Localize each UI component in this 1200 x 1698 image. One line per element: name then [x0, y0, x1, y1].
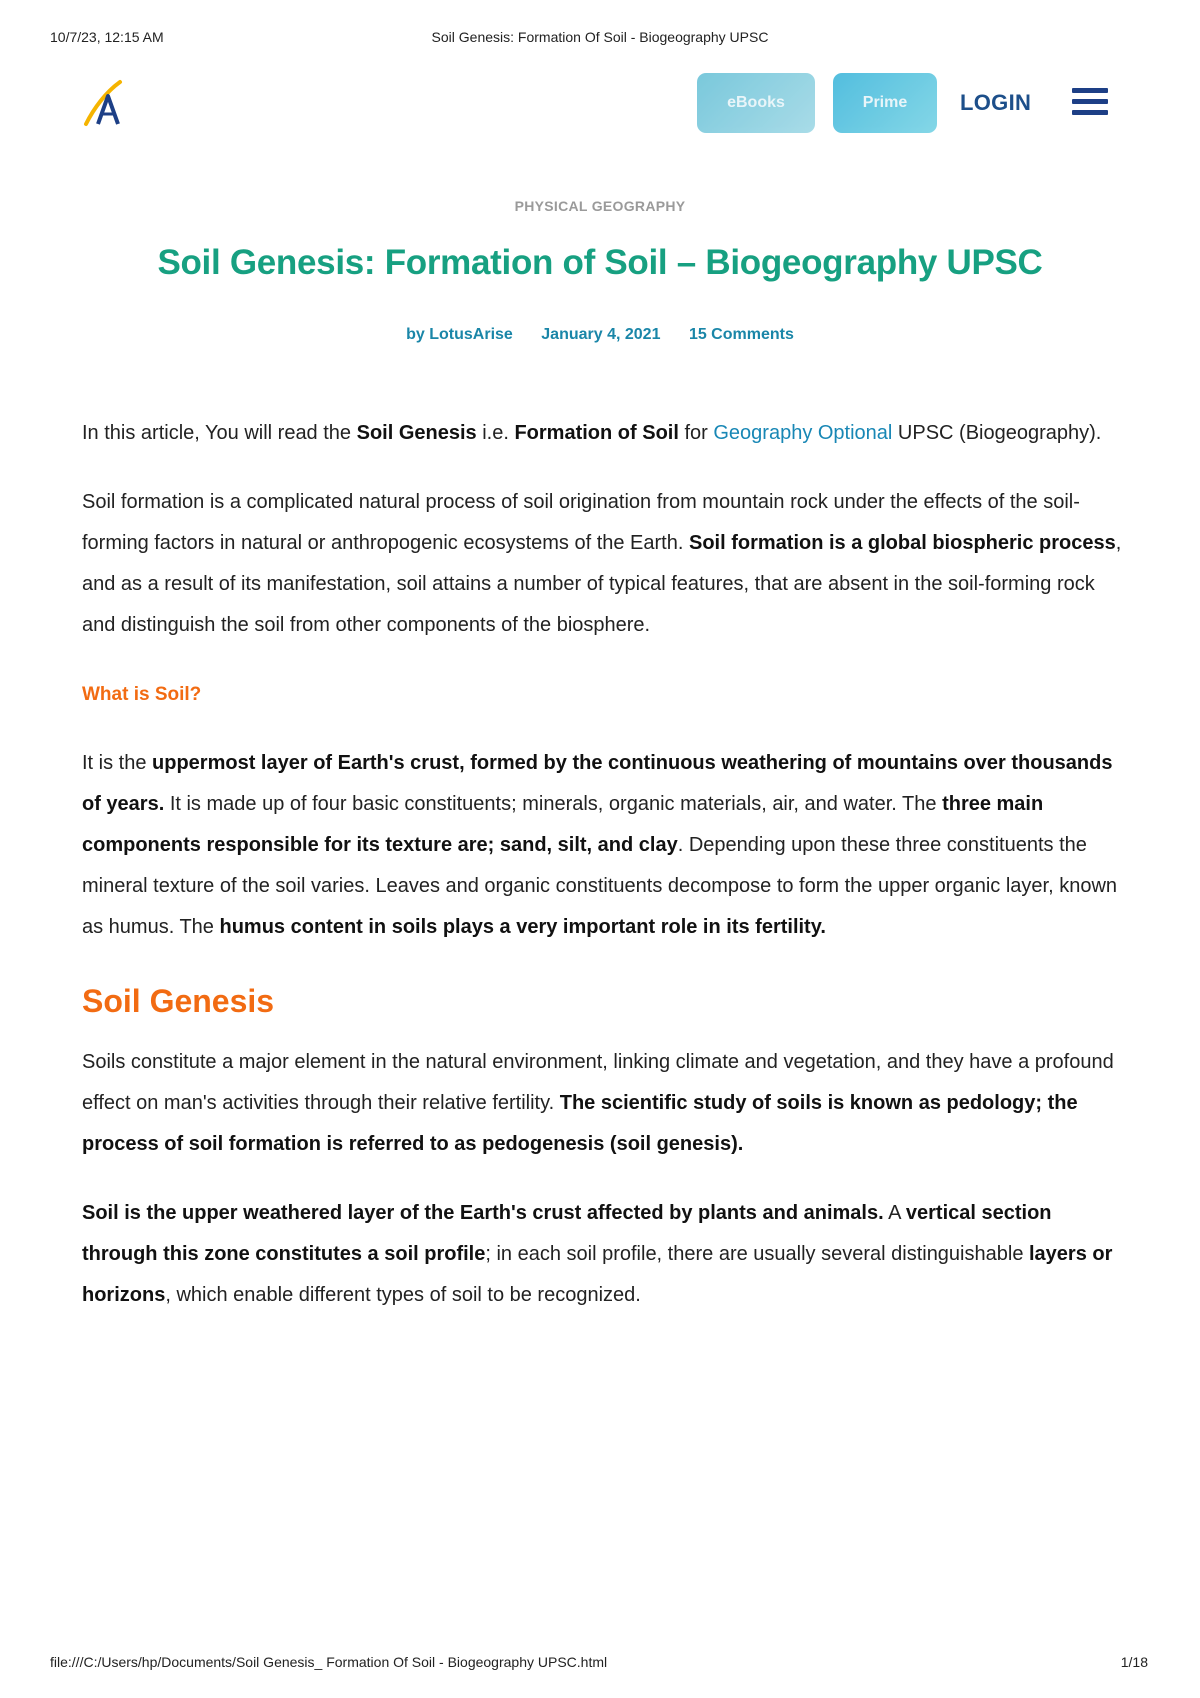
print-file-url: file:///C:/Users/hp/Documents/Soil Genesis_ Formation Of Soil - Biogeography UPSC.html — [50, 1654, 608, 1670]
soil-genesis-heading: Soil Genesis — [82, 983, 275, 1019]
hamburger-menu-icon[interactable] — [1072, 88, 1108, 118]
print-page-number: 1/18 — [1120, 1654, 1148, 1670]
prime-button[interactable]: Prime — [833, 73, 937, 133]
soil-genesis-paragraph: Soils constitute a major element in the natural environment, linking climate and vegetation, and they have a profound effect on man's activities through their relative fertility. The scientific study of soils is known as pedology; the process of soil formation is referred to as pedogenesis (soil genesis). — [82, 1051, 1114, 1155]
login-link[interactable]: LOGIN — [960, 90, 1032, 115]
site-logo[interactable] — [80, 78, 124, 128]
print-datetime: 10/7/23, 12:15 AM — [50, 29, 164, 45]
logo-icon — [80, 78, 124, 128]
what-is-soil-heading: What is Soil? — [82, 684, 202, 705]
ebooks-button[interactable]: eBooks — [697, 73, 815, 133]
article-body — [82, 413, 1122, 1344]
comments-link[interactable]: 15 Comments — [688, 326, 794, 343]
soil-definition-paragraph: It is the uppermost layer of Earth's crust, formed by the continuous weathering of mountains over thousands of years. It is made up of four basic constituents; minerals, organic materials, air, and water. The three main components responsible for its texture are; sand, silt, and clay. Depending upon these three constituents the mineral texture of the soil varies. Leaves and organic constituents decompose to form the upper organic layer, known as humus. The humus content in soils plays a very important role in its fertility. — [82, 752, 1118, 938]
intro-paragraph: In this article, You will read the Soil Genesis i.e. Formation of Soil for Geography Optional UPSC (Biogeography). — [82, 422, 1102, 444]
article-meta — [0, 326, 1200, 344]
article-category[interactable]: PHYSICAL GEOGRAPHY — [514, 198, 686, 214]
date-link[interactable]: January 4, 2021 — [541, 326, 661, 343]
site-header — [0, 70, 1200, 140]
author-link[interactable]: by LotusArise — [406, 326, 513, 343]
print-page-title: Soil Genesis: Formation Of Soil - Biogeography UPSC — [431, 29, 769, 45]
article-title: Soil Genesis: Formation of Soil – Biogeography UPSC — [157, 243, 1043, 282]
soil-formation-paragraph: Soil formation is a complicated natural process of soil origination from mountain rock under the effects of the soil-forming factors in natural or anthropogenic ecosystems of the Earth. Soil formation is a global biospheric process, and as a result of its manifestation, soil attains a number of typical features, that are absent in the soil-forming rock and distinguish the soil from other components of the biosphere. — [82, 491, 1122, 636]
geography-optional-link[interactable]: Geography Optional — [713, 422, 893, 444]
soil-profile-paragraph: Soil is the upper weathered layer of the Earth's crust affected by plants and animals. A vertical section through this zone constitutes a soil profile; in each soil profile, there are usually several distinguishable layers or horizons, which enable different types of soil to be recognized. — [82, 1202, 1113, 1306]
